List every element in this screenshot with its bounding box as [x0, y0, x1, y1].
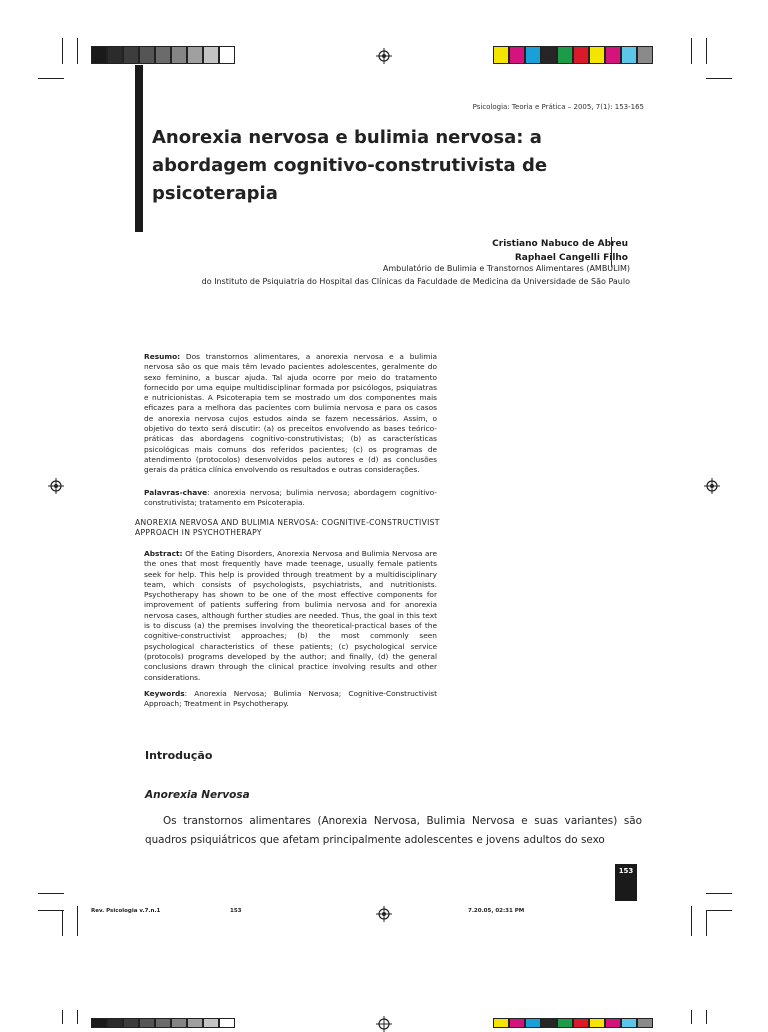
crop-mark	[62, 38, 63, 64]
title-side-bar	[135, 65, 143, 232]
crop-mark	[38, 78, 64, 79]
calibration-swatch	[557, 46, 573, 64]
calibration-swatch	[509, 1018, 525, 1028]
crop-mark	[706, 1010, 707, 1024]
crop-mark	[38, 910, 64, 911]
calibration-swatch	[493, 1018, 509, 1028]
calibration-swatch	[171, 1018, 187, 1028]
keywords-text: : Anorexia Nervosa; Bulimia Nervosa; Cognitive-Constructivist Approach; Treatment in Psychotherapy.	[144, 689, 437, 709]
resumo-label: Resumo:	[144, 352, 181, 361]
abstract-text: Of the Eating Disorders, Anorexia Nervosa and Bulimia Nervosa are the ones that most frequently have made teenage, usually female patients seek for help. This help is provided through treatment by a multidisciplinary team, which consists of psychologists, psychiatrists, and nutritionists. Psychotherapy has shown to be one of the most effective components for improvement of patients suffering from bulimia nervosa and for anorexia nervosa cases, although further studies are needed. Thus, the goal in this text is to discuss (a) the premises involving the theoretical-practical bases of the cognitive-constructivist approaches; (b) the most commonly seen psychological characteristics of these patients; (c) psychological service (protocols) programs developed by the author; and finally, (d) the general conclusions drawn through the clinical practice involving results and other considerations.	[144, 549, 437, 682]
section-heading: Introdução	[145, 749, 213, 762]
registration-target-icon	[704, 478, 720, 494]
calibration-swatch	[541, 46, 557, 64]
journal-reference: Psicologia: Teoria e Prática – 2005, 7(1): 153-165	[472, 103, 644, 111]
calibration-swatch	[107, 1018, 123, 1028]
crop-mark	[38, 893, 64, 894]
keywords-label: Keywords	[144, 689, 185, 698]
resumo-paragraph	[144, 352, 437, 476]
body-paragraph	[145, 812, 642, 850]
calibration-swatch	[139, 46, 155, 64]
color-calibration-bar	[493, 1018, 653, 1028]
calibration-swatch	[589, 46, 605, 64]
keywords-paragraph	[144, 689, 437, 710]
crop-mark	[77, 38, 78, 64]
crop-mark	[62, 1010, 63, 1024]
registration-target-icon	[376, 906, 392, 922]
calibration-swatch	[637, 1018, 653, 1028]
crop-mark	[706, 893, 732, 894]
palavras-chave-paragraph	[144, 488, 437, 509]
calibration-swatch	[621, 1018, 637, 1028]
crop-mark	[691, 38, 692, 64]
palavras-chave-text: : anorexia nervosa; bulimia nervosa; abordagem cognitivo-construtivista; tratamento em Psicoterapia.	[144, 488, 437, 508]
subsection-heading: Anorexia Nervosa	[145, 789, 250, 801]
crop-mark	[691, 906, 692, 936]
calibration-swatch	[187, 1018, 203, 1028]
page-number: 153	[615, 864, 637, 878]
color-calibration-bar	[493, 46, 653, 64]
calibration-swatch	[139, 1018, 155, 1028]
calibration-swatch	[91, 46, 107, 64]
calibration-swatch	[525, 46, 541, 64]
crop-mark	[706, 38, 707, 64]
authors	[492, 237, 628, 265]
calibration-swatch	[621, 46, 637, 64]
crop-mark	[77, 1010, 78, 1024]
footer-right: 7.20.05, 02:31 PM	[468, 908, 525, 914]
calibration-swatch	[605, 46, 621, 64]
calibration-swatch	[573, 46, 589, 64]
calibration-swatch	[187, 46, 203, 64]
palavras-chave-label: Palavras-chave	[144, 488, 208, 497]
calibration-swatch	[107, 46, 123, 64]
calibration-swatch	[155, 46, 171, 64]
crop-mark	[706, 78, 732, 79]
calibration-swatch	[573, 1018, 589, 1028]
crop-mark	[691, 1010, 692, 1024]
crop-mark	[77, 906, 78, 936]
abstract-label: Abstract:	[144, 549, 183, 558]
grayscale-calibration-bar	[91, 1018, 235, 1028]
calibration-swatch	[589, 1018, 605, 1028]
calibration-swatch	[203, 1018, 219, 1028]
calibration-swatch	[219, 46, 235, 64]
calibration-swatch	[123, 1018, 139, 1028]
calibration-swatch	[171, 46, 187, 64]
page-number-bar	[615, 878, 637, 901]
footer-middle: 153	[230, 908, 242, 914]
body-text: Os transtornos alimentares (Anorexia Nervosa, Bulimia Nervosa e suas variantes) são quadros psiquiátricos que afetam principalmente adolescentes e jovens adultos do sexo	[145, 815, 642, 846]
calibration-swatch	[509, 46, 525, 64]
crop-mark	[62, 910, 63, 936]
crop-mark	[706, 910, 732, 911]
calibration-swatch	[203, 46, 219, 64]
calibration-swatch	[557, 1018, 573, 1028]
crop-mark	[706, 910, 707, 936]
calibration-swatch	[525, 1018, 541, 1028]
calibration-swatch	[219, 1018, 235, 1028]
english-title: ANOREXIA NERVOSA AND BULIMIA NERVOSA: COGNITIVE-CONSTRUCTIVIST APPROACH IN PSYCHOTHERAPY	[135, 518, 440, 537]
grayscale-calibration-bar	[91, 46, 235, 64]
affiliation-line: Ambulatório de Bulimia e Transtornos Alimentares (AMBULIM)	[382, 264, 630, 273]
registration-target-icon	[376, 1016, 392, 1032]
affiliation	[202, 262, 630, 288]
abstract-paragraph	[144, 549, 437, 683]
footer-left: Rev. Psicologia v.7.n.1	[91, 908, 161, 914]
affiliation-line: do Instituto de Psiquiatria do Hospital das Clínicas da Faculdade de Medicina da Universidade de São Paulo	[201, 277, 630, 286]
registration-target-icon	[376, 48, 392, 64]
registration-target-icon	[48, 478, 64, 494]
article-title: Anorexia nervosa e bulimia nervosa: a abordagem cognitivo-construtivista de psicoterapia	[152, 127, 548, 204]
calibration-swatch	[637, 46, 653, 64]
calibration-swatch	[541, 1018, 557, 1028]
calibration-swatch	[123, 46, 139, 64]
calibration-swatch	[155, 1018, 171, 1028]
resumo-text: Dos transtornos alimentares, a anorexia nervosa e a bulimia nervosa são os que mais têm levado pacientes adolescentes, geralmente do sexo feminino, a buscar ajuda. Tal ajuda ocorre por meio do tratamento fornecido por uma equipe multidisciplinar formada por psicólogos, psiquiatras e nutricionistas. A Psicoterapia tem se mostrado um dos componentes mais eficazes para a melhora das pacientes com bulimia nervosa e para os casos de anorexia nervosa cujos estudos ainda se fazem necessários. Assim, o objetivo do texto será discutir: (a) os preceitos envolvendo as bases teórico-práticas das abordagens cognitivo-construtivistas; (b) as características psicológicas mais comuns dos referidos pacientes; (c) os programas de atendimento (protocolos) desenvolvidos pelos autores e (d) as conclusões gerais da prática clínica envolvendo os resultados e outras considerações.	[144, 352, 437, 475]
calibration-swatch	[605, 1018, 621, 1028]
author-name: Raphael Cangelli Filho	[514, 253, 628, 263]
calibration-swatch	[493, 46, 509, 64]
calibration-swatch	[91, 1018, 107, 1028]
author-name: Cristiano Nabuco de Abreu	[492, 239, 628, 249]
